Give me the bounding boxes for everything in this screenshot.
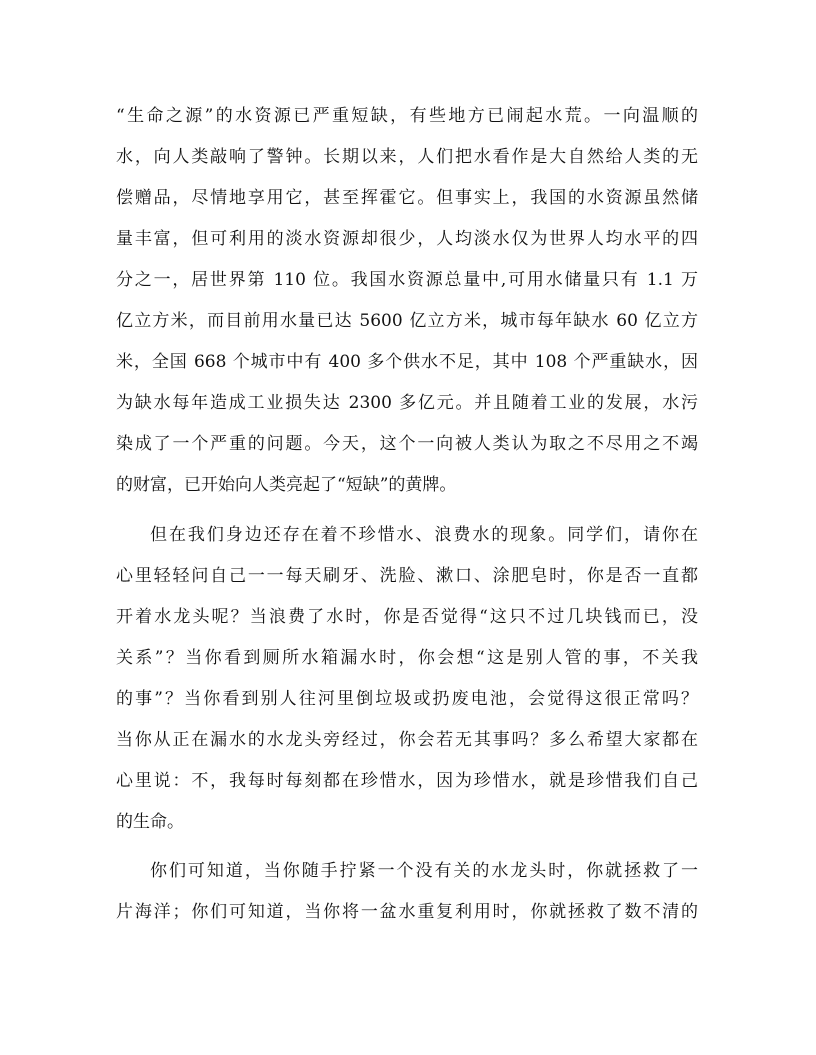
- text-line: 的财富，已开始向人类亮起了“短缺”的黄牌。: [116, 475, 457, 495]
- text-line: 量丰富，但可利用的淡水资源却很少，人均淡水仅为世界人均水平的四: [116, 229, 698, 249]
- text-line: 分之一，居世界第 110 位。我国水资源总量中,可用水储量只有 1.1 万: [116, 270, 698, 290]
- text-line: 的生命。: [116, 812, 184, 832]
- text-line: 片海洋；你们可知道，当你将一盆水重复利用时，你就拯救了数不清的: [116, 902, 698, 922]
- text-line: 亿立方米，而目前用水量已达 5600 亿立方米，城市每年缺水 60 亿立方: [116, 311, 698, 331]
- text-line: 心里说：不，我每时每刻都在珍惜水，因为珍惜水，就是珍惜我们自己: [116, 771, 698, 791]
- text-line: 米，全国 668 个城市中有 400 多个供水不足，其中 108 个严重缺水，因: [116, 352, 698, 372]
- text-line: 但在我们身边还存在着不珍惜水、浪费水的现象。同学们，请你在: [150, 525, 698, 545]
- text-line: 你们可知道，当你随手拧紧一个没有关的水龙头时，你就拯救了一: [150, 861, 698, 881]
- text-line: 当你从正在漏水的水龙头旁经过，你会若无其事吗？多么希望大家都在: [116, 730, 698, 750]
- text-line: 开着水龙头呢？当浪费了水时，你是否觉得“这只不过几块钱而已，没: [116, 607, 698, 627]
- text-line: “生命之源”的水资源已严重短缺，有些地方已闹起水荒。一向温顺的: [116, 106, 698, 126]
- text-line: 染成了一个严重的问题。今天，这个一向被人类认为取之不尽用之不竭: [116, 434, 698, 454]
- text-line: 偿赠品，尽情地享用它，甚至挥霍它。但事实上，我国的水资源虽然储: [116, 188, 698, 208]
- text-line: 心里轻轻问自己一一每天刷牙、洗脸、漱口、涂肥皂时，你是否一直都: [116, 566, 698, 586]
- text-line: 关系”？当你看到厕所水箱漏水时，你会想“这是别人管的事，不关我: [116, 648, 698, 668]
- text-line: 为缺水每年造成工业损失达 2300 多亿元。并且随着工业的发展，水污: [116, 393, 698, 413]
- text-line: 的事”？当你看到别人往河里倒垃圾或扔废电池，会觉得这很正常吗？: [116, 689, 698, 709]
- text-line: 水，向人类敲响了警钟。长期以来，人们把水看作是大自然给人类的无: [116, 147, 698, 167]
